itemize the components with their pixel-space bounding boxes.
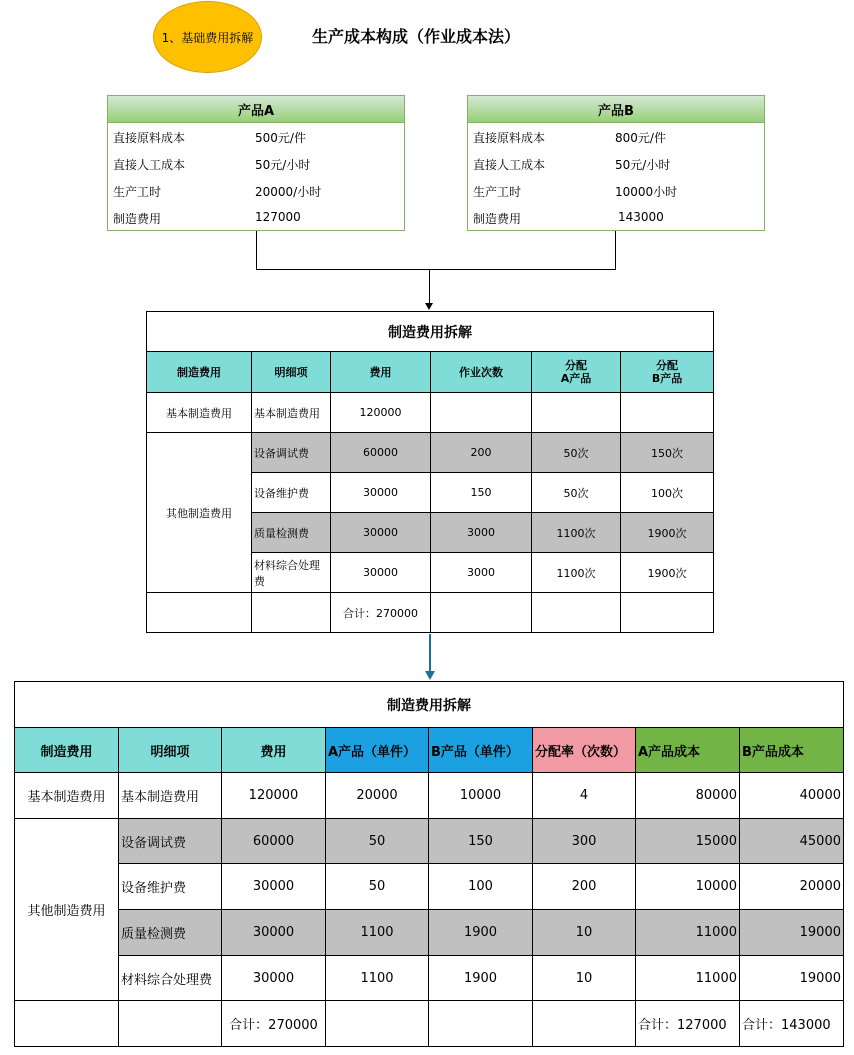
- product-b-row: [468, 177, 764, 204]
- column-header: 明细项: [119, 728, 222, 773]
- rate-cell: 4: [533, 773, 636, 819]
- total-row: [15, 1001, 844, 1047]
- step-badge: [153, 1, 262, 73]
- product-b-card: [467, 95, 765, 231]
- column-header: 分配 A产品: [532, 352, 621, 393]
- alloc-a-cell: 50次: [532, 473, 621, 513]
- category-cell: 其他制造费用: [147, 433, 252, 593]
- b-cost-cell: 19000: [740, 956, 844, 1001]
- rate-cell: 200: [533, 864, 636, 910]
- table-row: [15, 773, 844, 819]
- cost-cell: 30000: [222, 864, 326, 910]
- category-cell: 基本制造费用: [15, 773, 119, 819]
- a-cost-cell: 10000: [636, 864, 740, 910]
- alloc-b-cell: 1900次: [621, 513, 714, 553]
- product-a-row: [108, 123, 404, 150]
- item-cell: 基本制造费用: [119, 773, 222, 819]
- table-row: [147, 433, 714, 473]
- item-cell: 基本制造费用: [252, 393, 331, 433]
- page-title: 生产成本构成（作业成本法）: [312, 27, 521, 46]
- b-unit-cell: 150: [429, 819, 533, 864]
- row-label: 制造费用: [113, 212, 162, 226]
- cost-cell: 60000: [331, 433, 431, 473]
- row-value: 20000/小时: [255, 185, 322, 199]
- product-b-title: 产品B: [468, 96, 764, 123]
- table-title: 制造费用拆解: [147, 312, 714, 352]
- row-value: 50元/小时: [615, 158, 671, 172]
- product-b-row: [468, 150, 764, 177]
- count-cell: 150: [431, 473, 532, 513]
- total-row: [147, 593, 714, 633]
- column-header: 作业次数: [431, 352, 532, 393]
- arrow-down-icon: [425, 303, 433, 310]
- total-a-cost-cell: 合计：127000: [636, 1001, 740, 1047]
- column-header: B产品（单件）: [429, 728, 533, 773]
- b-cost-cell: 45000: [740, 819, 844, 864]
- b-unit-cell: 100: [429, 864, 533, 910]
- column-header: 制造费用: [147, 352, 252, 393]
- column-header: 制造费用: [15, 728, 119, 773]
- row-value: 50元/小时: [255, 158, 311, 172]
- b-unit-cell: 1900: [429, 910, 533, 956]
- row-value: 500元/件: [255, 131, 306, 145]
- cost-cell: 60000: [222, 819, 326, 864]
- cost-cell: 30000: [222, 956, 326, 1001]
- a-cost-cell: 80000: [636, 773, 740, 819]
- count-cell: 3000: [431, 553, 532, 593]
- total-b-cost-cell: 合计：143000: [740, 1001, 844, 1047]
- item-cell: 材料综合处理费: [252, 553, 331, 593]
- row-value: 800元/件: [615, 131, 666, 145]
- product-b-row: [468, 204, 764, 231]
- b-cost-cell: 20000: [740, 864, 844, 910]
- rate-cell: 10: [533, 956, 636, 1001]
- table-row: [15, 956, 844, 1001]
- row-value: 143000: [618, 210, 664, 224]
- alloc-b-cell: 100次: [621, 473, 714, 513]
- category-cell: 其他制造费用: [15, 819, 119, 1001]
- cost-allocation-table: [14, 681, 844, 1047]
- alloc-a-cell: 50次: [532, 433, 621, 473]
- product-a-card: [107, 95, 405, 231]
- a-unit-cell: 1100: [326, 956, 429, 1001]
- product-b-row: [468, 123, 764, 150]
- table-row: [15, 910, 844, 956]
- column-header: 分配率（次数）: [533, 728, 636, 773]
- row-label: 生产工时: [113, 185, 162, 199]
- product-a-row: [108, 204, 404, 231]
- a-unit-cell: 1100: [326, 910, 429, 956]
- row-value: 127000: [255, 210, 301, 224]
- count-cell: 200: [431, 433, 532, 473]
- a-unit-cell: 50: [326, 819, 429, 864]
- connector-join: [256, 269, 616, 270]
- column-header: A产品成本: [636, 728, 740, 773]
- column-header: 明细项: [252, 352, 331, 393]
- table-title: 制造费用拆解: [15, 682, 844, 728]
- step-badge-label: 1、基础费用拆解: [161, 30, 254, 45]
- row-label: 直接人工成本: [473, 158, 546, 172]
- product-a-row: [108, 150, 404, 177]
- row-label: 直接原料成本: [113, 131, 186, 145]
- total-cell: 合计：270000: [331, 593, 431, 633]
- cost-cell: 30000: [331, 553, 431, 593]
- table-row: [15, 864, 844, 910]
- cost-cell: 30000: [331, 473, 431, 513]
- rate-cell: 300: [533, 819, 636, 864]
- connector-down: [429, 269, 430, 303]
- column-header: B产品成本: [740, 728, 844, 773]
- cost-cell: 120000: [331, 393, 431, 433]
- alloc-b-cell: 1900次: [621, 553, 714, 593]
- b-cost-cell: 19000: [740, 910, 844, 956]
- count-cell: 3000: [431, 513, 532, 553]
- connector-a: [256, 231, 257, 270]
- item-cell: 设备维护费: [119, 864, 222, 910]
- category-cell: 基本制造费用: [147, 393, 252, 433]
- column-header: 分配 B产品: [621, 352, 714, 393]
- column-header: 费用: [331, 352, 431, 393]
- row-label: 生产工时: [473, 185, 522, 199]
- row-label: 直接原料成本: [473, 131, 546, 145]
- item-cell: 设备调试费: [252, 433, 331, 473]
- a-cost-cell: 11000: [636, 910, 740, 956]
- column-header: 费用: [222, 728, 326, 773]
- a-cost-cell: 11000: [636, 956, 740, 1001]
- cost-cell: 30000: [331, 513, 431, 553]
- connector-b: [615, 231, 616, 270]
- alloc-b-cell: 150次: [621, 433, 714, 473]
- table-row: [15, 819, 844, 864]
- b-cost-cell: 40000: [740, 773, 844, 819]
- product-a-row: [108, 177, 404, 204]
- total-cell: 合计：270000: [222, 1001, 326, 1047]
- a-unit-cell: 50: [326, 864, 429, 910]
- connector-blue: [429, 634, 431, 672]
- item-cell: 设备调试费: [119, 819, 222, 864]
- item-cell: 质量检测费: [252, 513, 331, 553]
- b-unit-cell: 10000: [429, 773, 533, 819]
- item-cell: 设备维护费: [252, 473, 331, 513]
- row-label: 直接人工成本: [113, 158, 186, 172]
- cost-breakdown-table: [146, 311, 714, 633]
- cost-cell: 120000: [222, 773, 326, 819]
- item-cell: 质量检测费: [119, 910, 222, 956]
- a-cost-cell: 15000: [636, 819, 740, 864]
- column-header: A产品（单件）: [326, 728, 429, 773]
- row-value: 10000小时: [615, 185, 678, 199]
- item-cell: 材料综合处理费: [119, 956, 222, 1001]
- alloc-a-cell: 1100次: [532, 513, 621, 553]
- product-a-title: 产品A: [108, 96, 404, 123]
- table-row: [147, 393, 714, 433]
- alloc-a-cell: 1100次: [532, 553, 621, 593]
- rate-cell: 10: [533, 910, 636, 956]
- a-unit-cell: 20000: [326, 773, 429, 819]
- row-label: 制造费用: [473, 212, 522, 226]
- arrow-down-icon: [425, 671, 435, 680]
- b-unit-cell: 1900: [429, 956, 533, 1001]
- cost-cell: 30000: [222, 910, 326, 956]
